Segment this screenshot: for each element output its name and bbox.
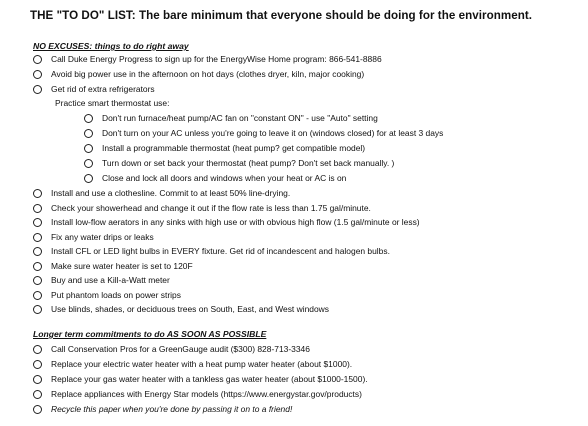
checkbox-circle-icon[interactable] xyxy=(33,247,42,256)
list-item-text: Don't turn on your AC unless you're going to leave it on (windows closed) for at least 3 days xyxy=(102,128,444,138)
list-item-text: Call Duke Energy Progress to sign up for the EnergyWise Home program: 866-541-8886 xyxy=(51,54,382,64)
checkbox-circle-icon[interactable] xyxy=(33,390,42,399)
sub-list-item[interactable] xyxy=(84,112,378,124)
list-item-text: Make sure water heater is set to 120F xyxy=(51,261,193,271)
list-item-text: Don't run furnace/heat pump/AC fan on "constant ON" - use "Auto" setting xyxy=(102,113,378,123)
checkbox-circle-icon[interactable] xyxy=(33,345,42,354)
list-item-text: Replace your electric water heater with a heat pump water heater (about $1000). xyxy=(51,359,353,369)
sub-list-item[interactable] xyxy=(84,142,365,154)
list-item-text: Use blinds, shades, or deciduous trees on South, East, and West windows xyxy=(51,304,329,314)
checkbox-circle-icon[interactable] xyxy=(33,189,42,198)
checkbox-circle-icon[interactable] xyxy=(33,405,42,414)
checkbox-circle-icon[interactable] xyxy=(33,305,42,314)
checkbox-circle-icon[interactable] xyxy=(33,360,42,369)
checkbox-circle-icon[interactable] xyxy=(33,276,42,285)
list-item[interactable] xyxy=(33,289,181,301)
document-title: THE "TO DO" LIST: The bare minimum that everyone should be doing for the environment. xyxy=(30,9,533,22)
list-item[interactable] xyxy=(33,202,371,214)
sub-list-item[interactable] xyxy=(84,127,443,139)
checkbox-circle-icon[interactable] xyxy=(33,55,42,64)
list-item[interactable] xyxy=(33,83,155,95)
list-item[interactable] xyxy=(33,53,382,65)
list-item[interactable] xyxy=(33,343,310,355)
checkbox-circle-icon[interactable] xyxy=(84,144,93,153)
checkbox-circle-icon[interactable] xyxy=(33,233,42,242)
list-item[interactable] xyxy=(33,358,352,370)
list-item[interactable] xyxy=(33,68,364,80)
list-item[interactable] xyxy=(33,245,390,257)
list-item[interactable] xyxy=(33,231,154,243)
checkbox-circle-icon[interactable] xyxy=(33,262,42,271)
list-item-text: Install a programmable thermostat (heat pump? get compatible model) xyxy=(102,143,366,153)
list-item-text: Install CFL or LED light bulbs in EVERY fixture. Get rid of incandescent and halogen bulbs. xyxy=(51,246,390,256)
checkbox-circle-icon[interactable] xyxy=(84,174,93,183)
list-item-text: Buy and use a Kill-a-Watt meter xyxy=(51,275,170,285)
checkbox-circle-icon[interactable] xyxy=(33,375,42,384)
list-item[interactable] xyxy=(33,403,292,415)
list-item-text: Install and use a clothesline. Commit to at least 50% line-drying. xyxy=(51,188,291,198)
list-item-text: Get rid of extra refrigerators xyxy=(51,84,155,94)
checkbox-circle-icon[interactable] xyxy=(33,204,42,213)
list-item-text: Fix any water drips or leaks xyxy=(51,232,154,242)
sub-list-item[interactable] xyxy=(84,157,394,169)
sub-list-item[interactable] xyxy=(84,172,346,184)
list-item[interactable] xyxy=(33,216,420,228)
list-item-text: Install low-flow aerators in any sinks with high use or with obvious high flow (1.5 gal/minute or less) xyxy=(51,217,420,227)
thermostat-intro: Practice smart thermostat use: xyxy=(55,98,170,108)
checkbox-circle-icon[interactable] xyxy=(84,129,93,138)
checkbox-circle-icon[interactable] xyxy=(84,114,93,123)
checkbox-circle-icon[interactable] xyxy=(33,291,42,300)
checkbox-circle-icon[interactable] xyxy=(33,85,42,94)
list-item-text: Close and lock all doors and windows when your heat or AC is on xyxy=(102,173,347,183)
list-item[interactable] xyxy=(33,260,193,272)
list-item-text: Replace your gas water heater with a tankless gas water heater (about $1000-1500). xyxy=(51,374,368,384)
section-heading-no-excuses: NO EXCUSES: things to do right away xyxy=(33,41,189,51)
list-item[interactable] xyxy=(33,187,290,199)
checkbox-circle-icon[interactable] xyxy=(84,159,93,168)
list-item[interactable] xyxy=(33,303,329,315)
list-item-text: Put phantom loads on power strips xyxy=(51,290,181,300)
list-item-text: Turn down or set back your thermostat (heat pump? Don't set back manually. ) xyxy=(102,158,395,168)
section-heading-longer-term: Longer term commitments to do AS SOON AS POSSIBLE xyxy=(33,329,267,339)
checkbox-circle-icon[interactable] xyxy=(33,218,42,227)
list-item-text: Check your showerhead and change it out if the flow rate is less than 1.75 gal/minute. xyxy=(51,203,371,213)
list-item[interactable] xyxy=(33,388,362,400)
checkbox-circle-icon[interactable] xyxy=(33,70,42,79)
list-item[interactable] xyxy=(33,274,170,286)
closing-note: Recycle this paper when you're done by passing it on to a friend! xyxy=(51,404,293,414)
list-item[interactable] xyxy=(33,373,368,385)
list-item-text: Call Conservation Pros for a GreenGauge audit ($300) 828-713-3346 xyxy=(51,344,310,354)
list-item-text: Avoid big power use in the afternoon on hot days (clothes dryer, kiln, major cooking) xyxy=(51,69,365,79)
list-item-text: Replace appliances with Energy Star models (https://www.energystar.gov/products) xyxy=(51,389,362,399)
